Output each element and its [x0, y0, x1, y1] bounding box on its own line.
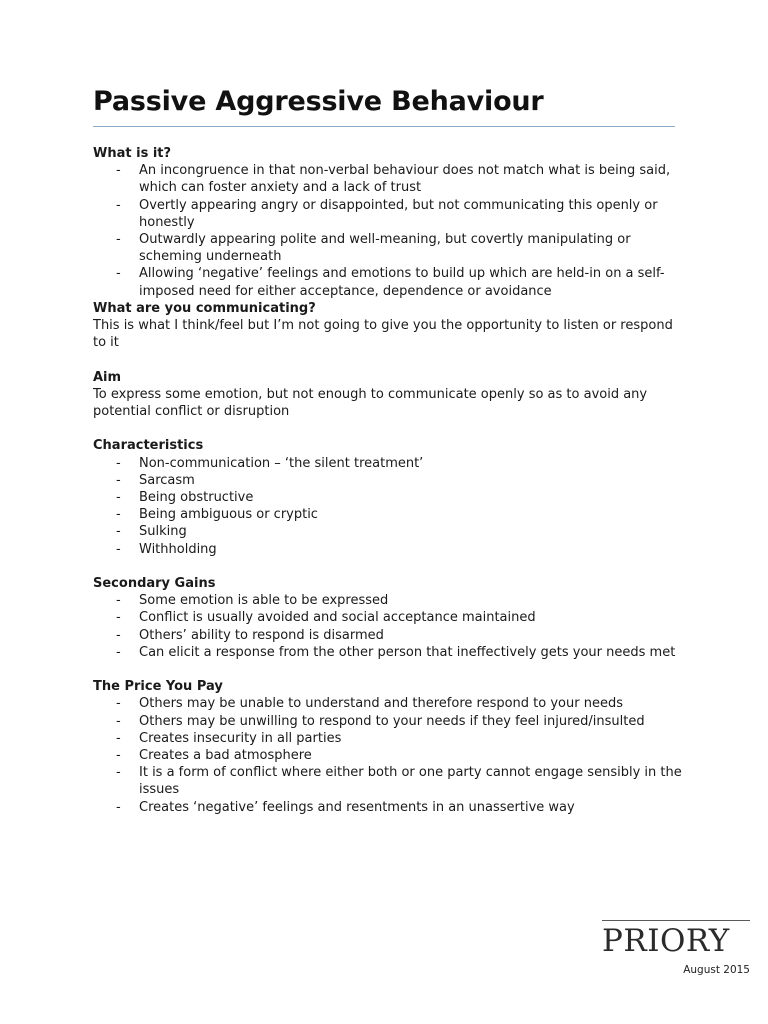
list-item: - Conflict is usually avoided and social acceptance maintained: [116, 610, 536, 626]
page-title: Passive Aggressive Behaviour: [93, 86, 544, 117]
section-heading-price: The Price You Pay: [93, 679, 223, 695]
list-item: - Others’ ability to respond is disarmed: [116, 627, 384, 643]
list-item: - Some emotion is able to be expressed: [116, 593, 389, 609]
list-item: - Overtly appearing angry or disappointed, but not communicating this openly or honestly: [116, 197, 658, 230]
section-heading-aim: Aim: [93, 369, 122, 385]
list-item: - Sulking: [116, 524, 187, 540]
priory-logo: [602, 920, 750, 959]
title-divider: [93, 126, 675, 127]
list-item: - Others may be unable to understand and therefore respond to your needs: [116, 696, 623, 712]
section-heading-characteristics: Characteristics: [93, 438, 204, 454]
list-item: - Being ambiguous or cryptic: [116, 507, 318, 523]
price-list: [93, 695, 683, 815]
logo-text: PRIORY: [602, 923, 730, 959]
section-heading-secondary-gains: Secondary Gains: [93, 576, 216, 592]
footer-date: August 2015: [683, 964, 750, 976]
list-item: - Outwardly appearing polite and well-meaning, but covertly manipulating or scheming underneath: [116, 232, 631, 265]
section-heading-communicating: What are you communicating?: [93, 300, 316, 316]
what-is-it-list: [93, 162, 683, 300]
list-item: - Creates a bad atmosphere: [116, 748, 312, 764]
list-item: - Creates insecurity in all parties: [116, 730, 342, 746]
list-item: - It is a form of conflict where either both or one party cannot engage sensibly in the issues: [116, 765, 682, 798]
list-item: - Sarcasm: [116, 472, 195, 488]
secondary-gains-list: [93, 592, 683, 661]
section-heading-what-is-it: What is it?: [93, 146, 172, 161]
characteristics-list: [93, 455, 683, 558]
list-item: - An incongruence in that non-verbal behaviour does not match what is being said, which can foster anxiety and a lack of trust: [116, 163, 671, 196]
document-body: [93, 145, 683, 816]
list-item: - Non-communication – ‘the silent treatment’: [116, 455, 424, 471]
list-item: - Creates ‘negative’ feelings and resentments in an unassertive way: [116, 799, 575, 815]
list-item: - Allowing ‘negative’ feelings and emotions to build up which are held-in on a self-imposed need for either acceptance, dependence or avoidance: [116, 266, 665, 299]
list-item: - Being obstructive: [116, 490, 254, 506]
list-item: - Withholding: [116, 541, 217, 557]
aim-text: To express some emotion, but not enough to communicate openly so as to avoid any potential conflict or disruption: [93, 386, 648, 420]
communicating-text: This is what I think/feel but I’m not going to give you the opportunity to listen or respond to it: [93, 318, 673, 351]
list-item: - Can elicit a response from the other person that ineffectively gets your needs met: [116, 644, 676, 660]
list-item: - Others may be unwilling to respond to your needs if they feel injured/insulted: [116, 713, 645, 729]
